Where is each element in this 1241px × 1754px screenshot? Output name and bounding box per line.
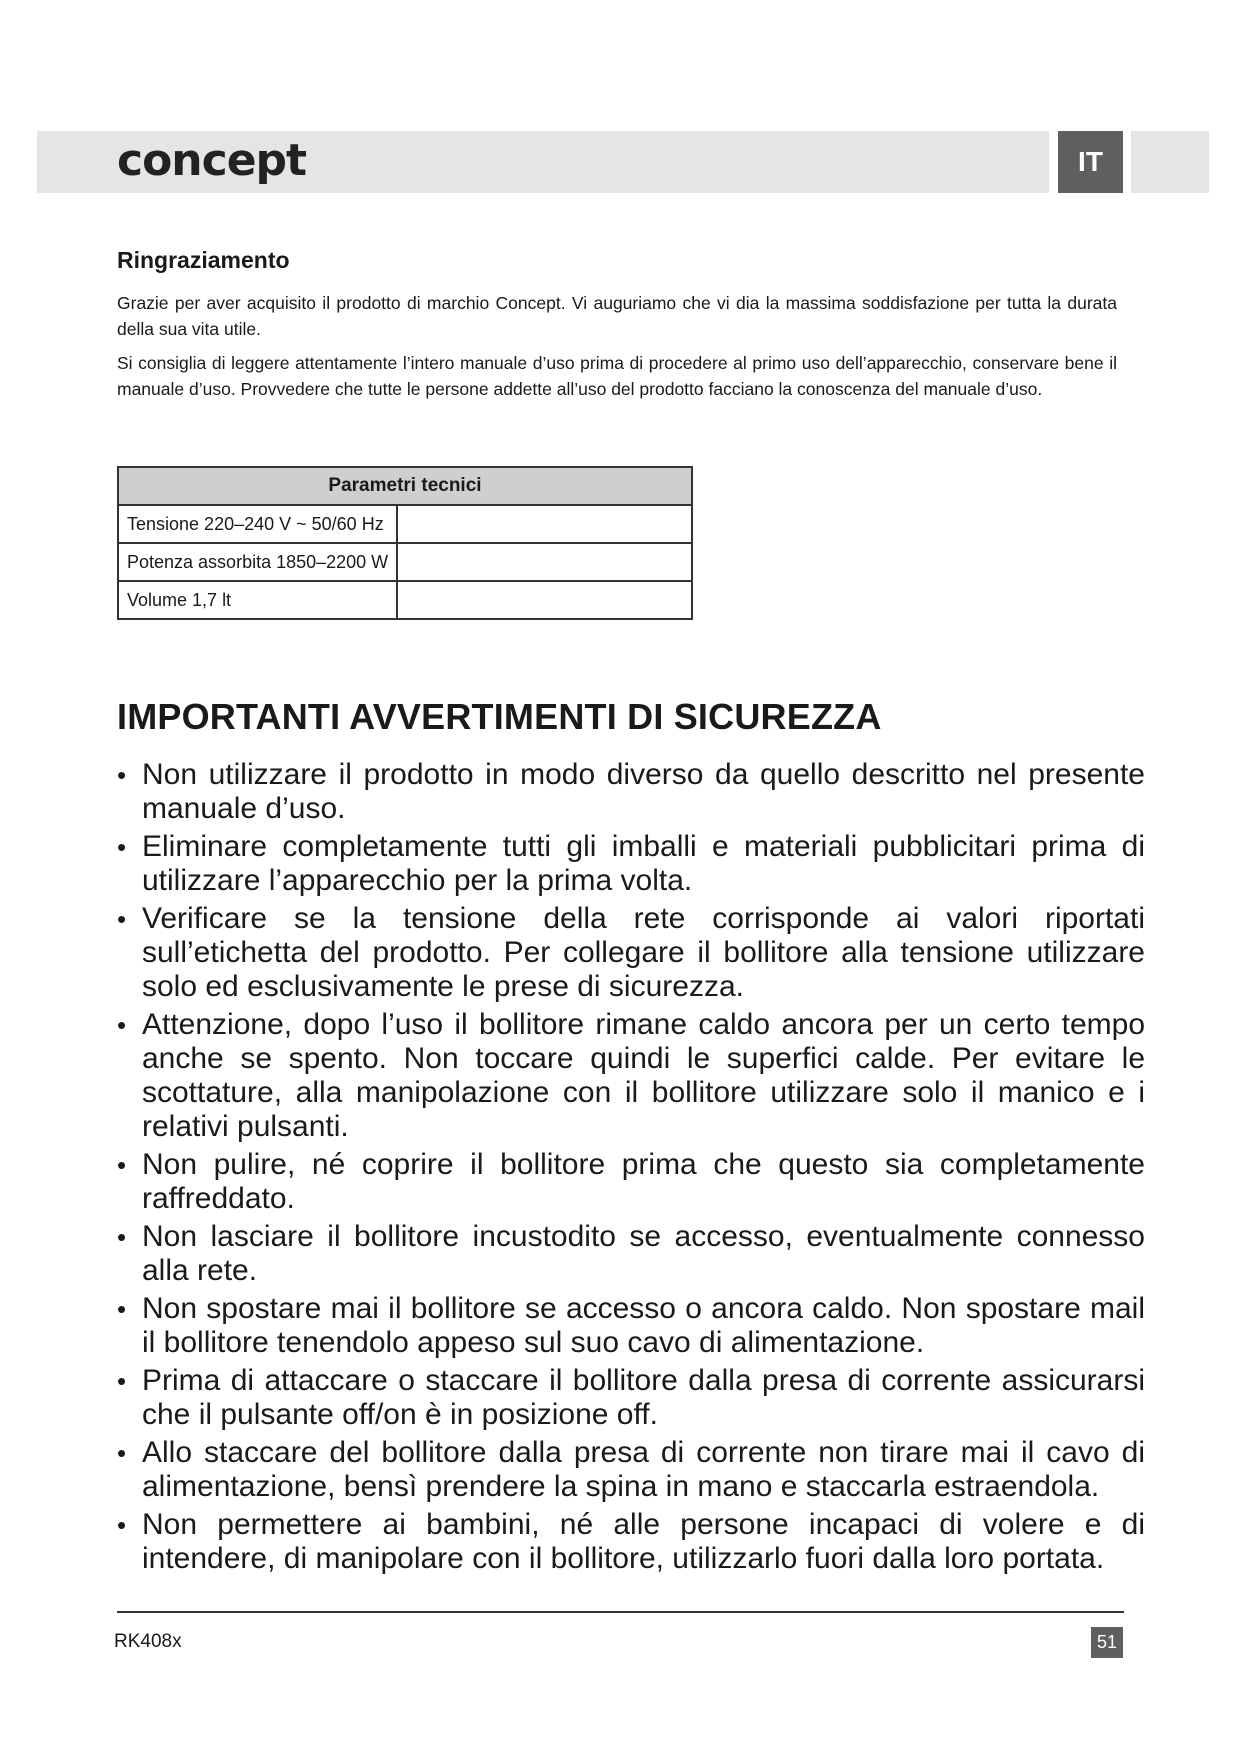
list-item-text: Non spostare mai il bollitore se accesso o ancora caldo. Non spostare mail il bollitore tenendolo appeso sul suo cavo di alimentazione. [142,1292,1145,1359]
list-item-text: Eliminare completamente tutti gli imballi e materiali pubblicitari prima di utilizzare l’apparecchio per la prima volta. [142,830,1145,897]
list-item-text: Non permettere ai bambini, né alle persone incapaci di volere e di intendere, di manipolare con il bollitore, utilizzarlo fuori dalla loro portata. [142,1508,1145,1575]
list-item-text: Prima di attaccare o staccare il bollitore dalla presa di corrente assicurarsi che il pulsante off/on è in posizione off. [142,1364,1145,1431]
list-item [117,1508,1145,1576]
specs-cell: Potenza assorbita 1850–2200 W [118,543,397,581]
list-item-text: Verificare se la tensione della rete corrisponde ai valori riportati sull’etichetta del prodotto. Per collegare il bollitore alla tensione utilizzare solo ed esclusivamente le prese di sicurezza. [142,902,1145,1003]
list-item [117,1148,1145,1216]
list-item-text: Allo staccare del bollitore dalla presa di corrente non tirare mai il cavo di alimentazione, bensì prendere la spina in mano e staccarla estraendola. [142,1436,1145,1503]
table-row [118,581,692,619]
bullet-icon: • [117,1150,127,1180]
bullet-icon: • [117,832,127,862]
specs-table [117,466,693,620]
list-item [117,902,1145,1004]
page-number: 51 [1091,1627,1123,1658]
specs-cell-empty [397,543,692,581]
intro-paragraph: Grazie per aver acquisito il prodotto di marchio Concept. Vi auguriamo che vi dia la massima soddisfazione per tutta la durata della sua vita utile. [117,293,1117,339]
bullet-icon: • [117,1438,127,1468]
table-row [118,543,692,581]
bullet-icon: • [117,1222,127,1252]
safety-list [117,758,1145,1580]
list-item [117,758,1145,826]
list-item-text: Non lasciare il bollitore incustodito se accesso, eventualmente connesso alla rete. [142,1220,1145,1287]
specs-table-header: Parametri tecnici [118,467,692,505]
list-item-text: Non pulire, né coprire il bollitore prima che questo sia completamente raffreddato. [142,1148,1145,1215]
intro-title: Ringraziamento [117,247,290,273]
bullet-icon: • [117,1294,127,1324]
safety-title: IMPORTANTI AVVERTIMENTI DI SICUREZZA [117,696,882,737]
header-band-end [1131,131,1209,193]
list-item [117,830,1145,898]
specs-cell: Tensione 220–240 V ~ 50/60 Hz [118,505,397,543]
list-item [117,1220,1145,1288]
bullet-icon: • [117,1510,127,1540]
specs-cell-empty [397,505,692,543]
bullet-icon: • [117,1010,127,1040]
list-item [117,1008,1145,1144]
footer-divider [117,1611,1124,1613]
specs-cell-empty [397,581,692,619]
brand-logo: concept [117,135,307,186]
list-item [117,1436,1145,1504]
intro-paragraph: Si consiglia di leggere attentamente l’intero manuale d’uso prima di procedere al primo uso dell’apparecchio, conservare bene il manuale d’uso. Provvedere che tutte le persone addette all’uso del prodotto facciano la conoscenza del manuale d’uso. [117,353,1117,399]
list-item-text: Attenzione, dopo l’uso il bollitore rimane caldo ancora per un certo tempo anche se spento. Non toccare quindi le superfici calde. Per evitare le scottature, alla manipolazione con il bollitore utilizzare solo il manico e i relativi pulsanti. [142,1008,1145,1143]
language-badge: IT [1058,131,1123,193]
model-number: RK408x [114,1631,182,1652]
bullet-icon: • [117,1366,127,1396]
list-item-text: Non utilizzare il prodotto in modo diverso da quello descritto nel presente manuale d’uso. [142,758,1145,825]
specs-cell: Volume 1,7 lt [118,581,397,619]
list-item [117,1292,1145,1360]
list-item [117,1364,1145,1432]
bullet-icon: • [117,904,127,934]
table-row [118,505,692,543]
bullet-icon: • [117,760,127,790]
